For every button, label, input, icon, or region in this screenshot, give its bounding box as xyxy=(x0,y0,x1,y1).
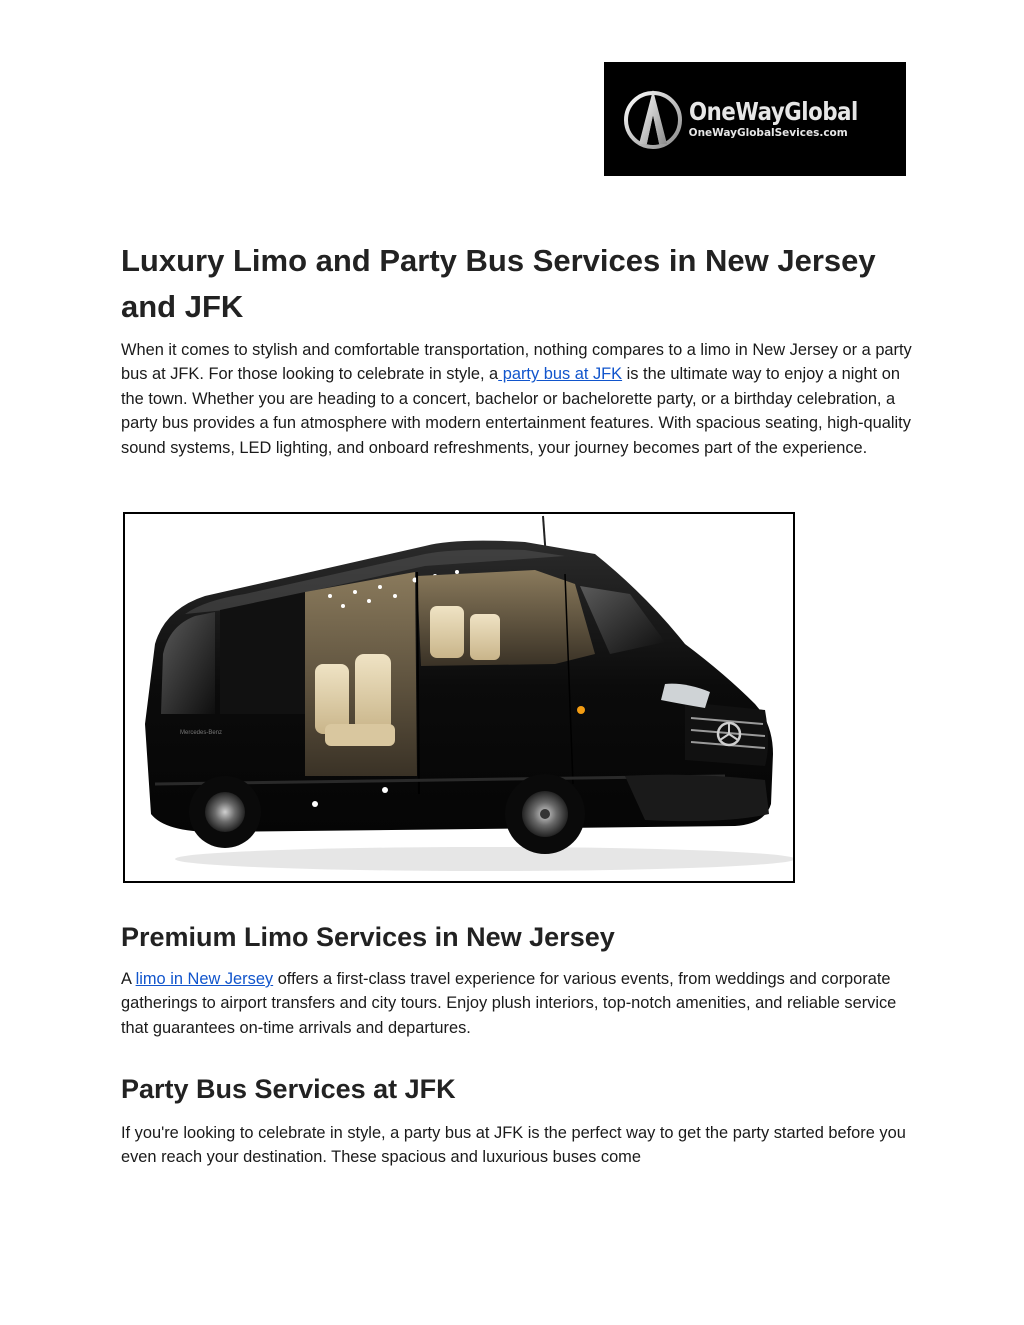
intro-text-2: is the ultimate way to enjoy a night on the town. Whether you are heading to a concert, bachelor or bachelorette party, or a birthday celebration, a party bus provides a fun atmosphere with modern entertainment features. With spacious seating, high-quality sound systems, LED lighting, and onboard refreshments, your journey becomes part of the experience. xyxy=(121,365,911,457)
van-badge-text: Mercedes-Benz xyxy=(180,730,223,736)
logo-url: OneWayGlobalSevices.com xyxy=(688,127,848,139)
black-sprinter-van-image xyxy=(125,514,793,881)
intro-text-1: When it comes to stylish and comfortable transportation, nothing compares to a limo in New Jersey or a party bus at JFK. For those looking to celebrate in style, a xyxy=(121,341,912,384)
section-heading-party-bus: Party Bus Services at JFK xyxy=(121,1074,456,1104)
section-heading-limo: Premium Limo Services in New Jersey xyxy=(121,922,615,952)
company-logo xyxy=(604,62,906,176)
logo-name: OneWayGlobal xyxy=(688,97,858,126)
page-title: Luxury Limo and Party Bus Services in New Jersey and JFK xyxy=(121,243,876,324)
limo-van-photo xyxy=(123,512,795,883)
limo-new-jersey-link[interactable]: limo in New Jersey xyxy=(135,970,274,988)
logo-arrow-icon xyxy=(623,86,683,152)
limo-text-1: A xyxy=(121,970,136,988)
limo-text-2: offers a first-class travel experience for various events, from weddings and corporate gatherings to airport transfers and city tours. Enjoy plush interiors, top-notch amenities, and reliable service that guarantees on-time arrivals and departures. xyxy=(121,970,897,1037)
party-bus-paragraph: If you're looking to celebrate in style, a party bus at JFK is the perfect way to get the party started before you even reach your destination. These spacious and luxurious buses come xyxy=(121,1124,906,1167)
party-bus-jfk-link[interactable]: party bus at JFK xyxy=(498,365,623,384)
intro-paragraph xyxy=(121,338,921,460)
limo-paragraph xyxy=(121,967,921,1040)
